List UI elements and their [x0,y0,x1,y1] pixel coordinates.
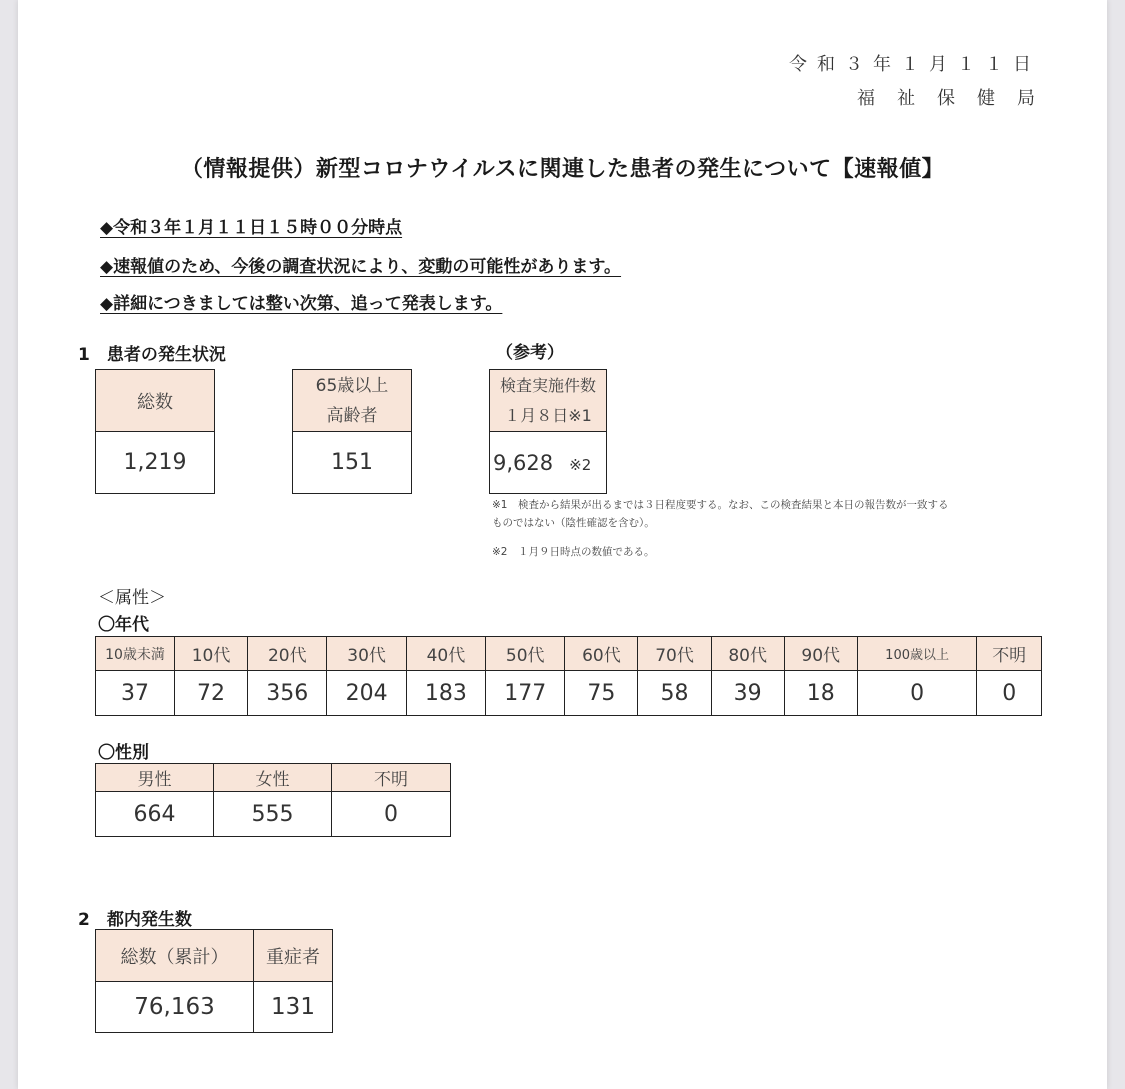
footnote-2: ※2 １月９日時点の数値である。 [492,546,655,558]
sex-value: 0 [332,792,451,837]
age-value: 37 [96,671,175,716]
age-header: 70代 [638,637,711,671]
age-header: 30代 [327,637,406,671]
sex-header: 男性 [96,764,214,792]
sex-header-row [96,764,451,792]
elderly-value: 151 [293,432,412,494]
age-table [95,636,1042,716]
age-header: 40代 [406,637,485,671]
age-header: 100歳以上 [857,637,977,671]
sex-table [95,763,451,837]
tokyo-total-table [95,929,333,1033]
elderly-table [292,369,412,494]
tests-table [489,369,607,494]
age-value: 72 [175,671,248,716]
tests-value: 9,628 ※2 [490,432,607,494]
report-date: 令和３年１月１１日 [789,54,1041,75]
age-header: 不明 [977,637,1042,671]
footnote-1: ※1 検査から結果が出るまでは３日程度要する。なお、この検査結果と本日の報告数が一致する ものではない（陰性確認を含む）。 [492,499,949,529]
age-value: 0 [977,671,1042,716]
age-value: 177 [486,671,565,716]
notice-details: ◆詳細につきましては整い次第、追って発表します。 [100,294,503,314]
age-value: 204 [327,671,406,716]
section1-heading: 1 患者の発生状況 [78,345,226,365]
age-value-row [96,671,1042,716]
cumulative-total-value: 76,163 [96,982,254,1033]
sex-value: 664 [96,792,214,837]
age-header: 20代 [248,637,327,671]
page-title: （情報提供）新型コロナウイルスに関連した患者の発生について【速報値】 [180,157,945,182]
tests-label: 検査実施件数 １月８日※1 [490,370,607,432]
notice-timestamp: ◆令和３年１月１１日１５時００分時点 [100,218,403,238]
age-value: 356 [248,671,327,716]
age-heading: 〇年代 [98,615,149,635]
total-label: 総数 [96,370,215,432]
sex-value-row [96,792,451,837]
age-value: 58 [638,671,711,716]
sex-header: 女性 [214,764,332,792]
reference-heading: （参考） [496,343,564,363]
age-value: 18 [784,671,857,716]
severe-label: 重症者 [254,930,333,982]
department-name: 福祉保健局 [857,88,1057,109]
notice-preliminary: ◆速報値のため、今後の調査状況により、変動の可能性があります。 [100,257,622,277]
elderly-label: 65歳以上 高齢者 [293,370,412,432]
age-header: 80代 [711,637,784,671]
total-value: 1,219 [96,432,215,494]
age-value: 39 [711,671,784,716]
total-table [95,369,215,494]
sex-header: 不明 [332,764,451,792]
age-value: 183 [406,671,485,716]
age-header: 60代 [565,637,638,671]
age-header: 10歳未満 [96,637,175,671]
document-page [18,0,1107,1089]
age-header: 50代 [486,637,565,671]
age-value: 0 [857,671,977,716]
attributes-heading: ＜属性＞ [98,588,166,608]
age-header: 10代 [175,637,248,671]
age-value: 75 [565,671,638,716]
severe-value: 131 [254,982,333,1033]
age-header: 90代 [784,637,857,671]
cumulative-total-label: 総数（累計） [96,930,254,982]
sex-value: 555 [214,792,332,837]
section2-heading: 2 都内発生数 [78,910,192,930]
tokyo-header-row [96,930,333,982]
sex-heading: 〇性別 [98,743,149,763]
age-header-row [96,637,1042,671]
tokyo-value-row [96,982,333,1033]
